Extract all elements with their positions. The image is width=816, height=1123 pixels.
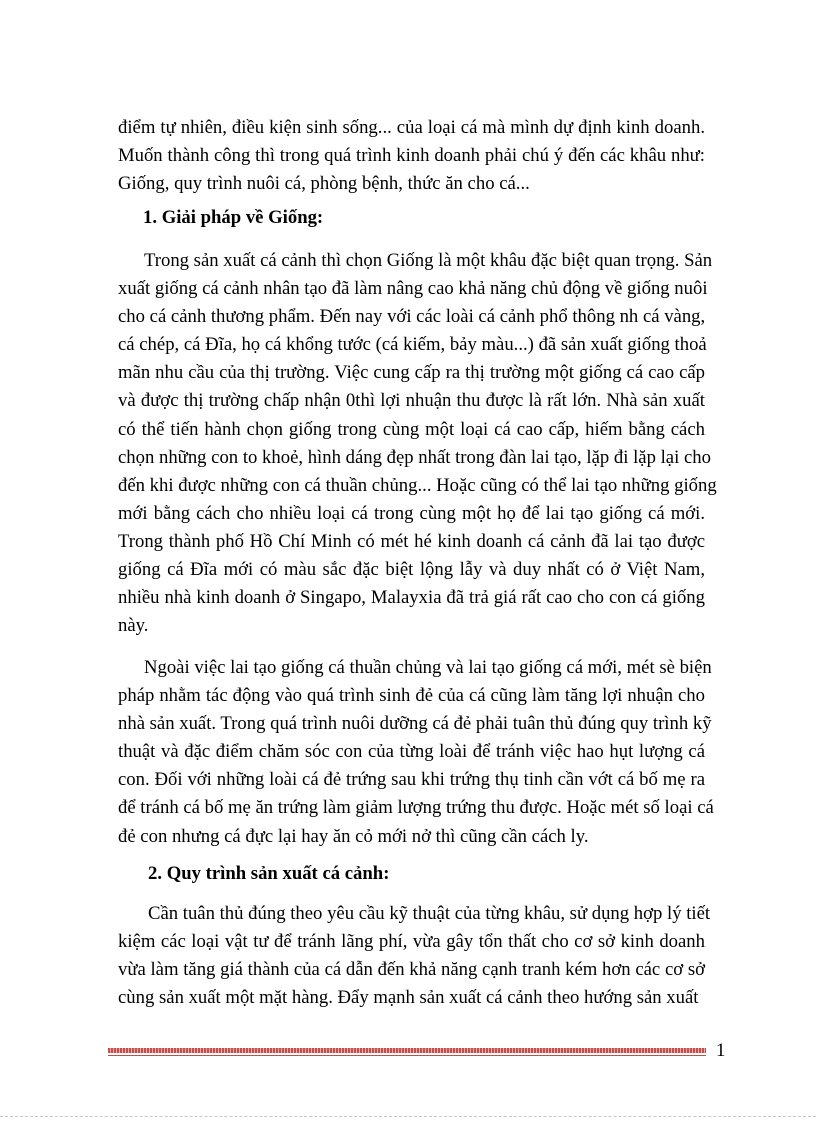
page-number: 1 [716,1040,726,1061]
text-line: Trong sản xuất cá cảnh thì chọn Giống là một khâu đặc biệt quan trọng. Sản [144,250,713,271]
text-line: có thể tiến hành chọn giống trong cùng một loại cá cao cấp, hiếm bằng cách [118,418,705,440]
text-line: cho cá cảnh thương phẩm. Đến nay với các loài cá cảnh phổ thông nh cá vàng, [118,306,706,328]
text-line: pháp nhằm tác động vào quá trình sinh đẻ của cá cũng làm tăng lợi nhuận cho [118,685,705,707]
paragraph-giong [118,247,717,640]
text-line: Cần tuân thủ đúng theo yêu cầu kỹ thuật của từng khâu, sử dụng hợp lý tiết [148,903,711,924]
section-heading-giong: 1. Giải pháp về Giống: [143,207,324,228]
text-line: chọn những con to khoẻ, hình dáng đẹp nhất trong đàn lai tạo, lặp đi lặp lại cho [118,446,711,468]
section-heading-quy-trinh: 2. Quy trình sản xuất cá cảnh: [148,863,390,884]
text-line: nhà sản xuất. Trong quá trình nuôi dưỡng cá đẻ phải tuân thủ đúng quy trình kỹ [118,713,712,735]
text-line: điểm tự nhiên, điều kiện sinh sống... của loại cá mà mình dự định kinh doanh. [118,117,705,138]
text-line: kiệm các loại vật tư để tránh lãng phí, vừa gây tổn thất cho cơ sở kinh doanh [118,931,705,953]
text-line: để tránh cá bố mẹ ăn trứng làm giảm lượng trứng thu được. Hoặc mét số loại cá [118,797,714,819]
footer-rule [108,1048,706,1053]
footer-rule-thin [108,1055,706,1056]
text-line: nhiều nhà kinh doanh ở Singapo, Malayxia đã trả giá rất cao cho con cá giống [118,587,705,609]
text-line: xuất giống cá cảnh nhân tạo đã làm nâng cao khả năng chủ động về giống nuôi [118,278,708,300]
text-line: Giống, quy trình nuôi cá, phòng bệnh, thức ăn cho cá... [118,173,530,195]
paragraph-quy-trinh [118,900,711,1012]
text-line: mới bằng cách cho nhiều loại cá trong cùng một họ để lai tạo giống cá mới. [118,502,705,524]
text-line: vừa làm tăng giá thành của cá dẫn đến khả năng cạnh tranh kém hơn các cơ sở [118,959,705,981]
text-line: đẻ con nhưng cá đực lại hay ăn cỏ mới nở thì cũng cần cách ly. [118,825,589,847]
text-line: cùng sản xuất một mặt hàng. Đẩy mạnh sản xuất cá cảnh theo hướng sản xuất [118,987,699,1009]
text-line: con. Đối với những loài cá đẻ trứng sau khi trứng thụ tinh cần vớt cá bố mẹ ra [118,769,705,791]
text-line: thuật và đặc điểm chăm sóc con của từng loài để tránh việc hao hụt lượng cá [118,741,705,763]
page-bottom-border [0,1116,816,1117]
text-line: và được thị trường chấp nhận 0thì lợi nhuận thu được là rất lớn. Nhà sản xuất [118,390,705,412]
text-line: mãn nhu cầu của thị trường. Việc cung cấp ra thị trường một giống cá cao cấp [118,362,705,384]
text-line: này. [118,615,149,637]
text-line: Muốn thành công thì trong quá trình kinh doanh phải chú ý đến các khâu như: [118,145,705,167]
text-line: Trong thành phố Hồ Chí Minh có mét hé kinh doanh cá cảnh đã lai tạo được [118,530,705,552]
text-line: giống cá Đĩa mới có màu sắc đặc biệt lộng lẫy và duy nhất có ở Việt Nam, [118,559,705,581]
text-line: đến khi được những con cá thuần chủng... Hoặc cũng có thể lai tạo những giống [118,474,717,496]
text-line: cá chép, cá Đĩa, họ cá khổng tước (cá kiếm, bảy màu...) đã sản xuất giống thoả [118,334,707,356]
paragraph-sinh-de [118,654,714,851]
text-line: Ngoài việc lai tạo giống cá thuần chủng và lai tạo giống cá mới, mét sè biện [144,657,712,678]
intro-paragraph [118,114,705,198]
